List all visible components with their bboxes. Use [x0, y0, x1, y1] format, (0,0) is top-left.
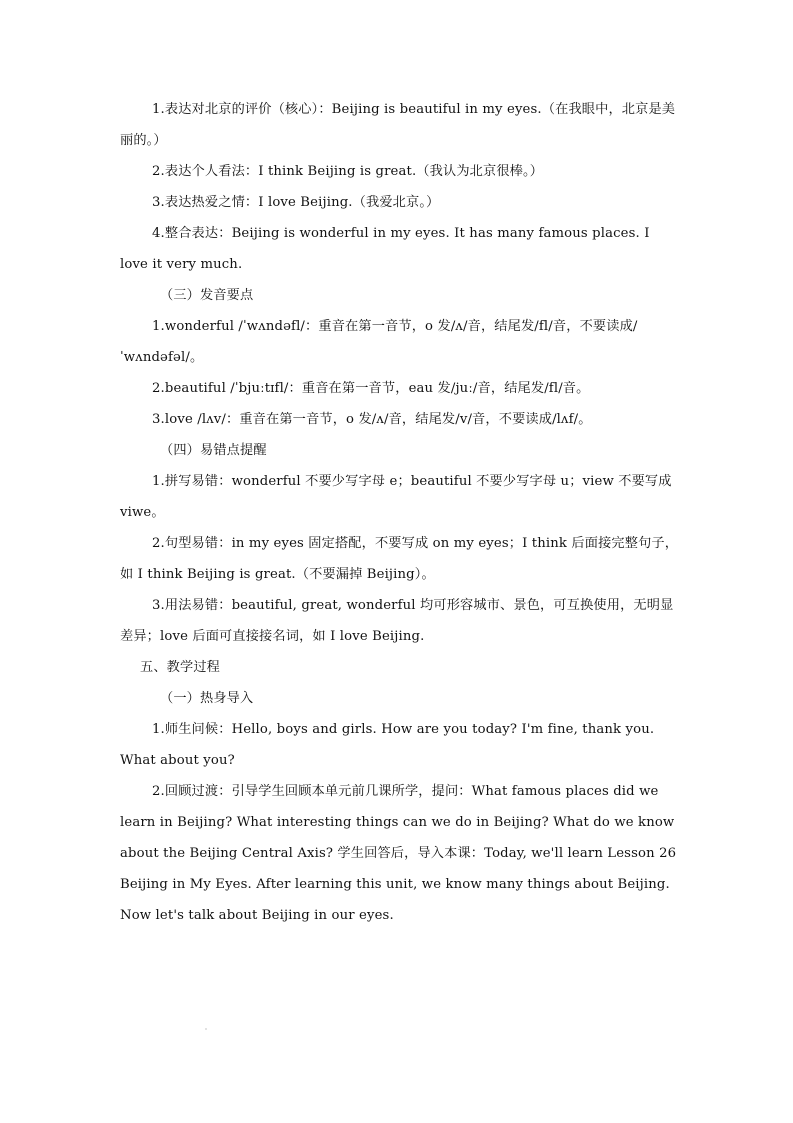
paragraph: 1.表达对北京的评价（核心）：Beijing is beautiful in my eyes.（在我眼中，北京是美丽的。） [120, 102, 676, 148]
page-dot [205, 1028, 207, 1030]
paragraph: 2.表达个人看法：I think Beijing is great.（我认为北京很棒。） [152, 164, 544, 179]
section-heading: （一）热身导入 [160, 691, 254, 706]
paragraph: 3.用法易错：beautiful, great, wonderful 均可形容城市、景色，可互换使用，无明显差异；love 后面可直接接名词，如 I love Beijing. [120, 598, 674, 644]
paragraph: 2.句型易错：in my eyes 固定搭配，不要写成 on my eyes；I think 后面接完整句子，如 I think Beijing is great.（不要漏掉 Beijing）。 [120, 536, 679, 582]
paragraph: 2.回顾过渡：引导学生回顾本单元前几课所学，提问：What famous places did we learn in Beijing? What interesting things can we do in Beijing? What do we know about the Beijing Central Axis? 学生回答后，导入本课：Today, we'll learn Lesson 26 Beijing in My Eyes. After learning this unit, we know many things about Beijing. Now let's talk about Beijing in our eyes. [120, 784, 677, 923]
section-heading: （四）易错点提醒 [160, 443, 267, 458]
paragraph: 1.wonderful /ˈwʌndəfl/：重音在第一音节，o 发/ʌ/音，结尾发/fl/音，不要读成/ˈwʌndəfəl/。 [120, 319, 638, 365]
paragraph: 2.beautiful /ˈbjuːtɪfl/：重音在第一音节，eau 发/juː/音，结尾发/fl/音。 [152, 381, 590, 396]
paragraph: 3.love /lʌv/：重音在第一音节，o 发/ʌ/音，结尾发/v/音，不要读成/lʌf/。 [152, 412, 592, 427]
paragraph: 1.师生问候：Hello, boys and girls. How are you today? I'm fine, thank you. What about you? [120, 722, 655, 768]
section-heading: （三）发音要点 [160, 288, 254, 303]
paragraph: 1.拼写易错：wonderful 不要少写字母 e；beautiful 不要少写字母 u；view 不要写成 viwe。 [120, 474, 672, 520]
section-heading: 五、教学过程 [140, 660, 221, 675]
paragraph: 3.表达热爱之情：I love Beijing.（我爱北京。） [152, 195, 440, 210]
paragraph: 4.整合表达：Beijing is wonderful in my eyes. It has many famous places. I love it very much. [120, 226, 650, 272]
document-body [120, 94, 680, 931]
